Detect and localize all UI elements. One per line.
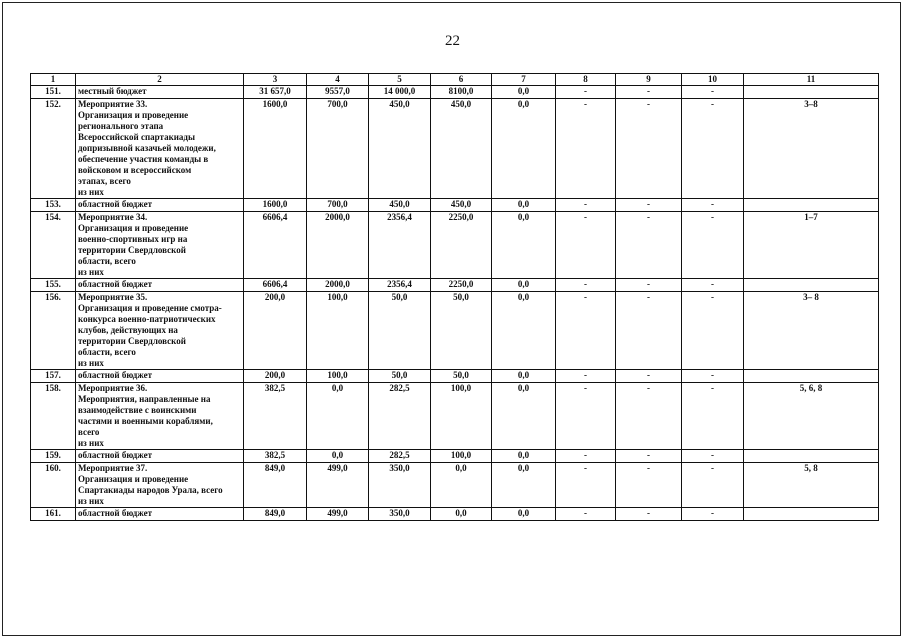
- value-col-7: 0,0: [492, 370, 556, 383]
- value-col-6: 100,0: [431, 450, 492, 463]
- page-number: 22: [445, 33, 460, 49]
- target-indicators: [744, 450, 879, 463]
- row-number: 154.: [31, 212, 76, 279]
- target-indicators: 5, 6, 8: [744, 383, 879, 450]
- row-description: Мероприятие 33. Организация и проведение регионального этапа Всероссийской спартакиады допризывной казачьей молодежи, обеспечение участия команды в войсковом и всероссийском этапах, всего из них: [76, 99, 244, 199]
- value-col-9: -: [616, 292, 682, 370]
- value-col-4: 499,0: [307, 463, 369, 508]
- row-description: местный бюджет: [76, 86, 244, 99]
- column-header: 5: [369, 74, 431, 86]
- value-col-8: -: [556, 463, 616, 508]
- value-col-8: -: [556, 450, 616, 463]
- value-col-7: 0,0: [492, 212, 556, 279]
- value-col-7: 0,0: [492, 463, 556, 508]
- value-col-6: 50,0: [431, 370, 492, 383]
- value-col-9: -: [616, 199, 682, 212]
- row-number: 157.: [31, 370, 76, 383]
- value-col-10: -: [682, 450, 744, 463]
- column-header: 1: [31, 74, 76, 86]
- value-col-9: -: [616, 450, 682, 463]
- column-header: 8: [556, 74, 616, 86]
- value-col-7: 0,0: [492, 86, 556, 99]
- value-col-9: -: [616, 463, 682, 508]
- row-description: областной бюджет: [76, 370, 244, 383]
- table-row: [31, 450, 879, 463]
- value-col-6: 0,0: [431, 508, 492, 521]
- column-header: 4: [307, 74, 369, 86]
- value-total: 382,5: [244, 450, 307, 463]
- value-col-10: -: [682, 86, 744, 99]
- value-col-4: 0,0: [307, 383, 369, 450]
- value-col-5: 350,0: [369, 508, 431, 521]
- value-col-5: 50,0: [369, 370, 431, 383]
- value-col-5: 50,0: [369, 292, 431, 370]
- table-row: [31, 212, 879, 279]
- value-col-8: -: [556, 199, 616, 212]
- value-col-4: 700,0: [307, 199, 369, 212]
- value-col-6: 450,0: [431, 99, 492, 199]
- table-row: [31, 199, 879, 212]
- value-col-4: 100,0: [307, 370, 369, 383]
- row-number: 156.: [31, 292, 76, 370]
- table-body: [31, 86, 879, 521]
- target-indicators: [744, 199, 879, 212]
- target-indicators: 5, 8: [744, 463, 879, 508]
- value-total: 200,0: [244, 292, 307, 370]
- value-col-7: 0,0: [492, 508, 556, 521]
- row-description: Мероприятие 34. Организация и проведение военно-спортивных игр на территории Свердловской области, всего из них: [76, 212, 244, 279]
- value-col-4: 2000,0: [307, 212, 369, 279]
- value-total: 1600,0: [244, 199, 307, 212]
- target-indicators: [744, 86, 879, 99]
- value-col-9: -: [616, 99, 682, 199]
- value-total: 200,0: [244, 370, 307, 383]
- row-description: областной бюджет: [76, 508, 244, 521]
- row-number: 158.: [31, 383, 76, 450]
- value-col-5: 2356,4: [369, 279, 431, 292]
- value-col-4: 499,0: [307, 508, 369, 521]
- table-row: [31, 99, 879, 199]
- value-col-4: 2000,0: [307, 279, 369, 292]
- value-col-8: -: [556, 279, 616, 292]
- value-col-7: 0,0: [492, 199, 556, 212]
- budget-table: [30, 73, 879, 521]
- value-total: 1600,0: [244, 99, 307, 199]
- table-row: [31, 279, 879, 292]
- target-indicators: [744, 508, 879, 521]
- value-col-4: 9557,0: [307, 86, 369, 99]
- target-indicators: 3– 8: [744, 292, 879, 370]
- value-col-10: -: [682, 279, 744, 292]
- row-number: 153.: [31, 199, 76, 212]
- value-col-10: -: [682, 508, 744, 521]
- value-col-7: 0,0: [492, 383, 556, 450]
- row-number: 159.: [31, 450, 76, 463]
- table-header-row: [31, 74, 879, 86]
- value-total: 849,0: [244, 463, 307, 508]
- table-row: [31, 383, 879, 450]
- value-col-7: 0,0: [492, 279, 556, 292]
- row-description: областной бюджет: [76, 199, 244, 212]
- value-col-6: 450,0: [431, 199, 492, 212]
- value-total: 6606,4: [244, 212, 307, 279]
- value-col-9: -: [616, 86, 682, 99]
- value-col-8: -: [556, 99, 616, 199]
- value-col-5: 450,0: [369, 199, 431, 212]
- value-col-6: 50,0: [431, 292, 492, 370]
- value-col-5: 450,0: [369, 99, 431, 199]
- value-col-8: -: [556, 383, 616, 450]
- value-col-10: -: [682, 383, 744, 450]
- row-number: 161.: [31, 508, 76, 521]
- row-description: Мероприятие 35. Организация и проведение смотра- конкурса военно-патриотических клубов, действующих на территории Свердловской области, всего из них: [76, 292, 244, 370]
- value-col-10: -: [682, 292, 744, 370]
- row-description: областной бюджет: [76, 279, 244, 292]
- target-indicators: 3–8: [744, 99, 879, 199]
- table-row: [31, 292, 879, 370]
- row-number: 160.: [31, 463, 76, 508]
- value-col-5: 2356,4: [369, 212, 431, 279]
- value-col-8: -: [556, 212, 616, 279]
- value-col-9: -: [616, 212, 682, 279]
- value-col-6: 8100,0: [431, 86, 492, 99]
- column-header: 11: [744, 74, 879, 86]
- value-total: 849,0: [244, 508, 307, 521]
- value-col-9: -: [616, 383, 682, 450]
- value-col-9: -: [616, 279, 682, 292]
- value-col-10: -: [682, 370, 744, 383]
- value-col-5: 282,5: [369, 450, 431, 463]
- column-header: 2: [76, 74, 244, 86]
- value-col-10: -: [682, 199, 744, 212]
- target-indicators: [744, 279, 879, 292]
- value-col-7: 0,0: [492, 99, 556, 199]
- value-col-10: -: [682, 212, 744, 279]
- value-col-9: -: [616, 508, 682, 521]
- column-header: 3: [244, 74, 307, 86]
- row-number: 155.: [31, 279, 76, 292]
- row-description: Мероприятие 36. Мероприятия, направленные на взаимодействие с воинскими частями и военными кораблями, всего из них: [76, 383, 244, 450]
- value-col-8: -: [556, 370, 616, 383]
- value-total: 6606,4: [244, 279, 307, 292]
- value-total: 382,5: [244, 383, 307, 450]
- row-description: областной бюджет: [76, 450, 244, 463]
- column-header: 6: [431, 74, 492, 86]
- value-col-4: 100,0: [307, 292, 369, 370]
- target-indicators: 1–7: [744, 212, 879, 279]
- value-col-4: 0,0: [307, 450, 369, 463]
- column-header: 7: [492, 74, 556, 86]
- target-indicators: [744, 370, 879, 383]
- value-col-10: -: [682, 99, 744, 199]
- value-col-6: 2250,0: [431, 212, 492, 279]
- value-col-7: 0,0: [492, 292, 556, 370]
- row-number: 151.: [31, 86, 76, 99]
- row-description: Мероприятие 37. Организация и проведение Спартакиады народов Урала, всего из них: [76, 463, 244, 508]
- value-col-6: 0,0: [431, 463, 492, 508]
- value-col-10: -: [682, 463, 744, 508]
- value-col-8: -: [556, 508, 616, 521]
- value-col-8: -: [556, 86, 616, 99]
- value-col-5: 14 000,0: [369, 86, 431, 99]
- value-col-7: 0,0: [492, 450, 556, 463]
- row-number: 152.: [31, 99, 76, 199]
- table-row: [31, 86, 879, 99]
- value-col-6: 100,0: [431, 383, 492, 450]
- value-col-5: 350,0: [369, 463, 431, 508]
- value-total: 31 657,0: [244, 86, 307, 99]
- table-row: [31, 508, 879, 521]
- value-col-5: 282,5: [369, 383, 431, 450]
- value-col-4: 700,0: [307, 99, 369, 199]
- value-col-8: -: [556, 292, 616, 370]
- column-header: 10: [682, 74, 744, 86]
- value-col-6: 2250,0: [431, 279, 492, 292]
- table-row: [31, 463, 879, 508]
- column-header: 9: [616, 74, 682, 86]
- table-row: [31, 370, 879, 383]
- value-col-9: -: [616, 370, 682, 383]
